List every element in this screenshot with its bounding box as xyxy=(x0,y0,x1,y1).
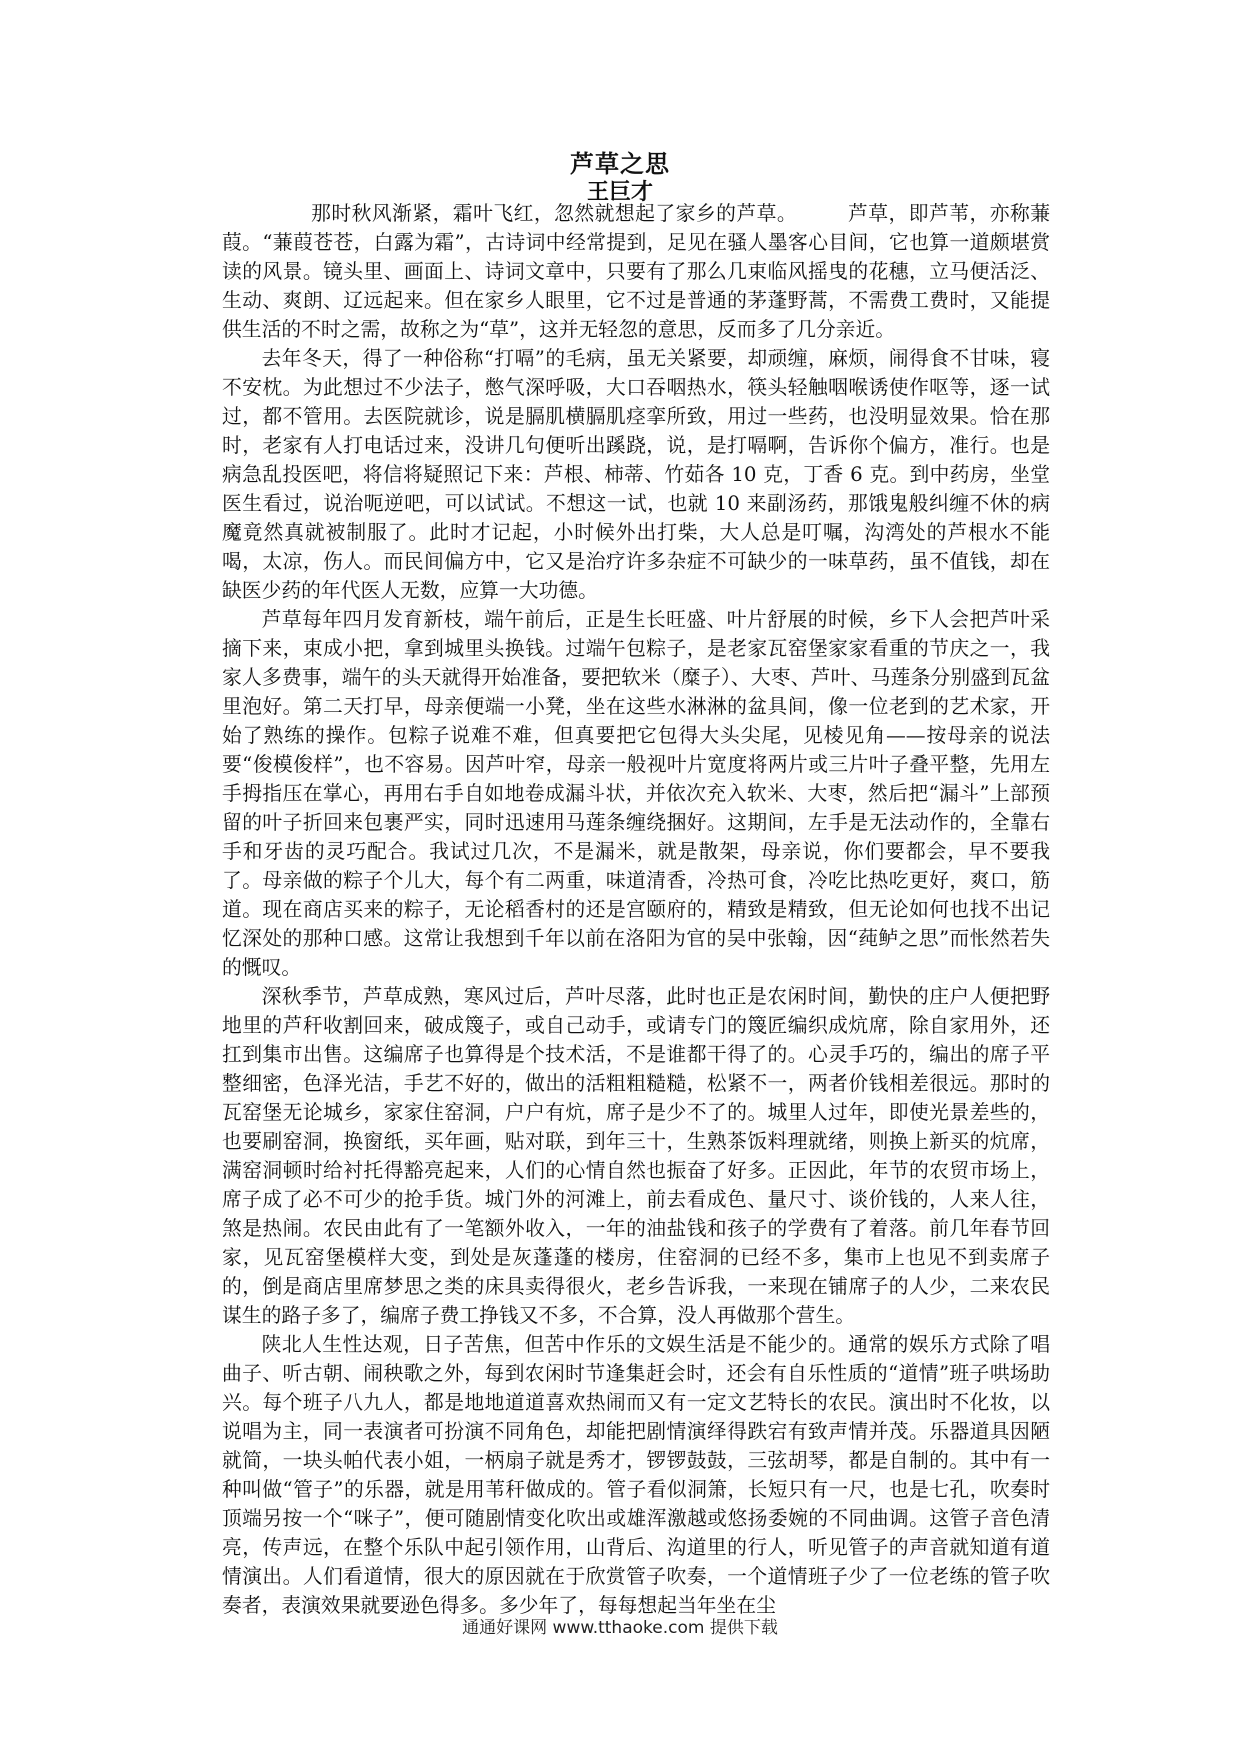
paragraph-3: 芦草每年四月发育新枝，端午前后，正是生长旺盛、叶片舒展的时候，乡下人会把芦叶采摘下来，束成小把，拿到城里头换钱。过端午包粽子，是老家瓦窑堡家家看重的节庆之一，我家人多费事，端午的头天就得开始准备，要把软米（糜子）、大枣、芦叶、马莲条分别盛到瓦盆里泡好。第二天打早，母亲便端一小凳，坐在这些水淋淋的盆具间，像一位老到的艺术家，开始了熟练的操作。包粽子说难不难，但真要把它包得大头尖尾，见棱见角——按母亲的说法要“俊模俊样”，也不容易。因芦叶窄，母亲一般视叶片宽度将两片或三片叶子叠平整，先用左手拇指压在掌心，再用右手自如地卷成漏斗状，并依次充入软米、大枣，然后把“漏斗”上部预留的叶子折回来包裹严实，同时迅速用马莲条缠绕捆好。这期间，左手是无法动作的，全靠右手和牙齿的灵巧配合。我试过几次，不是漏米，就是散架，母亲说，你们要都会，早不要我了。母亲做的粽子个儿大，每个有二两重，味道清香，冷热可食，冷吃比热吃更好，爽口，筋道。现在商店买来的粽子，无论稻香村的还是宫颐府的，精致是精致，但无论如何也找不出记忆深处的那种口感。这常让我想到千年以前在洛阳为官的吴中张翰，因“莼鲈之思”而怅然若失的慨叹。 xyxy=(222,608,1050,979)
paragraph-1: 那时秋风渐紧，霜叶飞红，忽然就想起了家乡的芦草。 芦草，即芦苇，亦称蒹葭。“蒹葭苍苍，白露为霜”，古诗词中经常提到，足见在骚人墨客心目间，它也算一道颇堪赏读的风景。镜头里、画面上、诗词文章中，只要有了那么几束临风摇曳的花穗，立马便活泛、生动、爽朗、辽远起来。但在家乡人眼里，它不过是普通的茅蓬野蒿，不需费工费时，又能提供生活的不时之需，故称之为“草”，这并无轻忽的意思，反而多了几分亲近。 xyxy=(222,202,1050,341)
paragraph-4: 深秋季节，芦草成熟，寒风过后，芦叶尽落，此时也正是农闲时间，勤快的庄户人便把野地里的芦秆收割回来，破成篾子，或自己动手，或请专门的篾匠编织成炕席，除自家用外，还扛到集市出售。这编席子也算得是个技术活，不是谁都干得了的。心灵手巧的，编出的席子平整细密，色泽光洁，手艺不好的，做出的活粗粗糙糙，松紧不一，两者价钱相差很远。那时的瓦窑堡无论城乡，家家住窑洞，户户有炕，席子是少不了的。城里人过年，即使光景差些的，也要刷窑洞，换窗纸，买年画，贴对联，到年三十，生熟茶饭料理就绪，则换上新买的炕席，满窑洞顿时给衬托得豁亮起来，人们的心情自然也振奋了好多。正因此，年节的农贸市场上，席子成了必不可少的抢手货。城门外的河滩上，前去看成色、量尺寸、谈价钱的，人来人往，煞是热闹。农民由此有了一笔额外收入，一年的油盐钱和孩子的学费有了着落。前几年春节回家，见瓦窑堡模样大变，到处是灰蓬蓬的楼房，住窑洞的已经不多，集市上也见不到卖席子的，倒是商店里席梦思之类的床具卖得很火，老乡告诉我，一来现在铺席子的人少，二来农民谋生的路子多了，编席子费工挣钱又不多，不合算，没人再做那个营生。 xyxy=(222,985,1050,1327)
article-body xyxy=(222,199,1050,1620)
paragraph-2: 去年冬天，得了一种俗称“打嗝”的毛病，虽无关紧要，却顽缠，麻烦，闹得食不甘味，寝不安枕。为此想过不少法子，憋气深呼吸，大口吞咽热水，筷头轻触咽喉诱使作呕等，逐一试过，都不管用。去医院就诊，说是膈肌横膈肌痉挛所致，用过一些药，也没明显效果。恰在那时，老家有人打电话过来，没讲几句便听出蹊跷，说，是打嗝啊，告诉你个偏方，准行。也是病急乱投医吧，将信将疑照记下来：芦根、柿蒂、竹茹各 10 克，丁香 6 克。到中药房，坐堂医生看过，说治呃逆吧，可以试试。不想这一试，也就 10 来副汤药，那饿鬼般纠缠不休的病魔竟然真就被制服了。此时才记起，小时候外出打柴，大人总是叮嘱，沟湾处的芦根水不能喝，太凉，伤人。而民间偏方中，它又是治疗许多杂症不可缺少的一味草药，虽不值钱，却在缺医少药的年代医人无数，应算一大功德。 xyxy=(222,347,1050,602)
paragraph-5: 陕北人生性达观，日子苦焦，但苦中作乐的文娱生活是不能少的。通常的娱乐方式除了唱曲子、听古朝、闹秧歌之外，每到农闲时节逢集赶会时，还会有自乐性质的“道情”班子哄场助兴。每个班子八九人，都是地地道道喜欢热闹而又有一定文艺特长的农民。演出时不化妆，以说唱为主，同一表演者可扮演不同角色，却能把剧情演绎得跌宕有致声情并茂。乐器道具因陋就简，一块头帕代表小姐，一柄扇子就是秀才，锣锣鼓鼓，三弦胡琴，都是自制的。其中有一种叫做“管子”的乐器，就是用苇秆做成的。管子看似洞箫，长短只有一尺，也是七孔，吹奏时顶端另按一个“咪子”，便可随剧情变化吹出或雄浑激越或悠扬委婉的不同曲调。这管子音色清亮，传声远，在整个乐队中起引领作用，山背后、沟道里的行人，听见管子的声音就知道有道情演出。人们看道情，很大的原因就在于欣赏管子吹奏，一个道情班子少了一位老练的管子吹奏者，表演效果就要逊色得多。多少年了，每每想起当年坐在尘 xyxy=(222,1333,1050,1617)
article-author: 王巨才 xyxy=(586,179,653,205)
article-title: 芦草之思 xyxy=(570,149,670,178)
page-footer: 通通好课网 www.tthaoke.com 提供下载 xyxy=(462,1618,778,1638)
